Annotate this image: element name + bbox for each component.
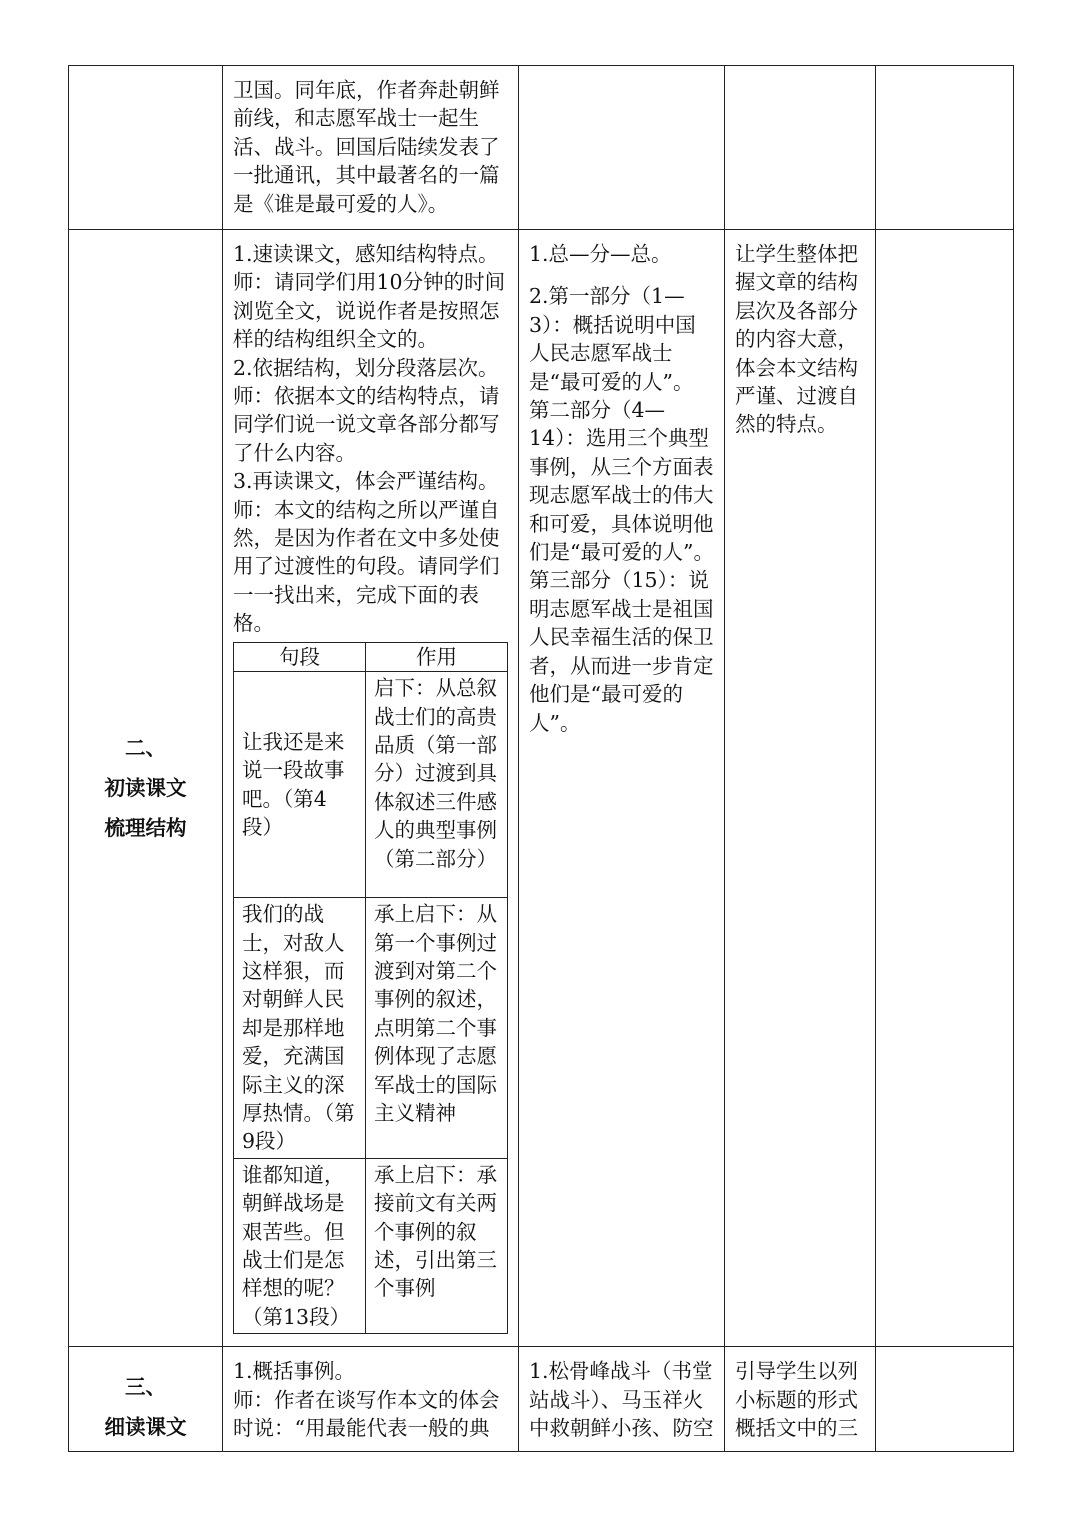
stage-number: 二、: [125, 736, 166, 761]
answer-text: 2.第一部分（1—3）：概括说明中国人民志愿军战士是“最可爱的人”。: [529, 284, 696, 394]
table-cell: 我们的战士，对敌人这样狠，而对朝鲜人民却是那样地爱，充满国际主义的深厚热情。（第9段）: [234, 898, 366, 1159]
table-cell: 让我还是来说一段故事吧。（第4段）: [234, 672, 366, 898]
table-cell: 谁都知道，朝鲜战场是艰苦些。但战士们是怎样想的呢？（第13段）: [234, 1158, 366, 1333]
table-cell: 承上启下：承接前文有关两个事例的叙述，引出第三个事例: [366, 1158, 508, 1333]
table-row: [234, 1158, 508, 1333]
stage-title-line2: 梳理结构: [104, 816, 187, 841]
intent-cell: [725, 1347, 876, 1452]
activity-step: 2.依据结构，划分段落层次。: [233, 355, 499, 380]
activity-text: 师：依据本文的结构特点，请同学们说一说文章各部分都写了什么内容。: [233, 384, 500, 465]
activity-step: 1.速读课文，感知结构特点。: [233, 242, 499, 266]
notes-cell: [876, 230, 1014, 1347]
activity-text: 师：本文的结构之所以严谨自然，是因为作者在文中多处使用了过渡性的句段。请同学们一一找出来，完成下面的表格。: [233, 497, 500, 636]
stage-cell: [69, 66, 223, 230]
answer-text: 第三部分（15）：说明志愿军战士是祖国人民幸福生活的保卫者，从而进一步肯定他们是“最可爱的人”。: [529, 568, 714, 735]
notes-cell: [876, 66, 1014, 230]
table-row: [234, 672, 508, 898]
intent-text: 让学生整体把握文章的结构层次及各部分的内容大意，体会本文结构严谨、过渡自然的特点。: [735, 242, 858, 437]
activity-cell: [223, 66, 519, 230]
activity-cell: [223, 230, 519, 1347]
intent-cell: [725, 230, 876, 1347]
activity-cell: [223, 1347, 519, 1452]
table-row: [69, 66, 1014, 230]
activity-step: 3.再读课文，体会严谨结构。: [233, 469, 499, 494]
activity-text: 师：作者在谈写作本文的体会时说：“用最能代表一般的典: [233, 1387, 500, 1440]
answer-cell: [519, 230, 725, 1347]
activity-text: 师：请同学们用10分钟的时间浏览全文，说说作者是按照怎样的结构组织全文的。: [233, 270, 506, 352]
answer-text: 1.松骨峰战斗（书堂站战斗）、马玉祥火中救朝鲜小孩、防空: [529, 1359, 714, 1440]
table-cell: 启下：从总叙战士们的高贵品质（第一部分）过渡到具体叙述三件感人的典型事例（第二部分）: [366, 672, 508, 898]
answer-cell: [519, 1347, 725, 1452]
activity-step: 1.概括事例。: [233, 1359, 356, 1384]
table-row: [234, 898, 508, 1159]
table-row: [69, 1347, 1014, 1452]
answer-text: 1.总—分—总。: [529, 242, 672, 266]
table-row: [234, 642, 508, 671]
activity-text: 卫国。同年底，作者奔赴朝鲜前线，和志愿军战士一起生活、战斗。回国后陆续发表了一批通讯，其中最著名的一篇是《谁是最可爱的人》。: [233, 78, 500, 216]
stage-title-line1: 初读课文: [104, 776, 187, 801]
stage-number: 三、: [125, 1375, 166, 1400]
intent-text: 引导学生以列小标题的形式概括文中的三: [735, 1359, 858, 1440]
notes-cell: [876, 1347, 1014, 1452]
intent-cell: [725, 66, 876, 230]
column-header: 作用: [366, 642, 508, 671]
lesson-plan-table: [68, 65, 1014, 1452]
answer-text: 第二部分（4—14）：选用三个典型事例，从三个方面表现志愿军战士的伟大和可爱，具体说明他们是“最可爱的人”。: [529, 398, 714, 565]
table-row: [69, 230, 1014, 1347]
answer-cell: [519, 66, 725, 230]
table-cell: 承上启下：从第一个事例过渡到对第二个事例的叙述，点明第二个事例体现了志愿军战士的国际主义精神: [366, 898, 508, 1159]
transition-table: [233, 642, 508, 1335]
column-header: 句段: [234, 642, 366, 671]
stage-cell: [69, 1347, 223, 1452]
stage-cell: [69, 230, 223, 1347]
stage-title-line1: 细读课文: [104, 1415, 187, 1440]
